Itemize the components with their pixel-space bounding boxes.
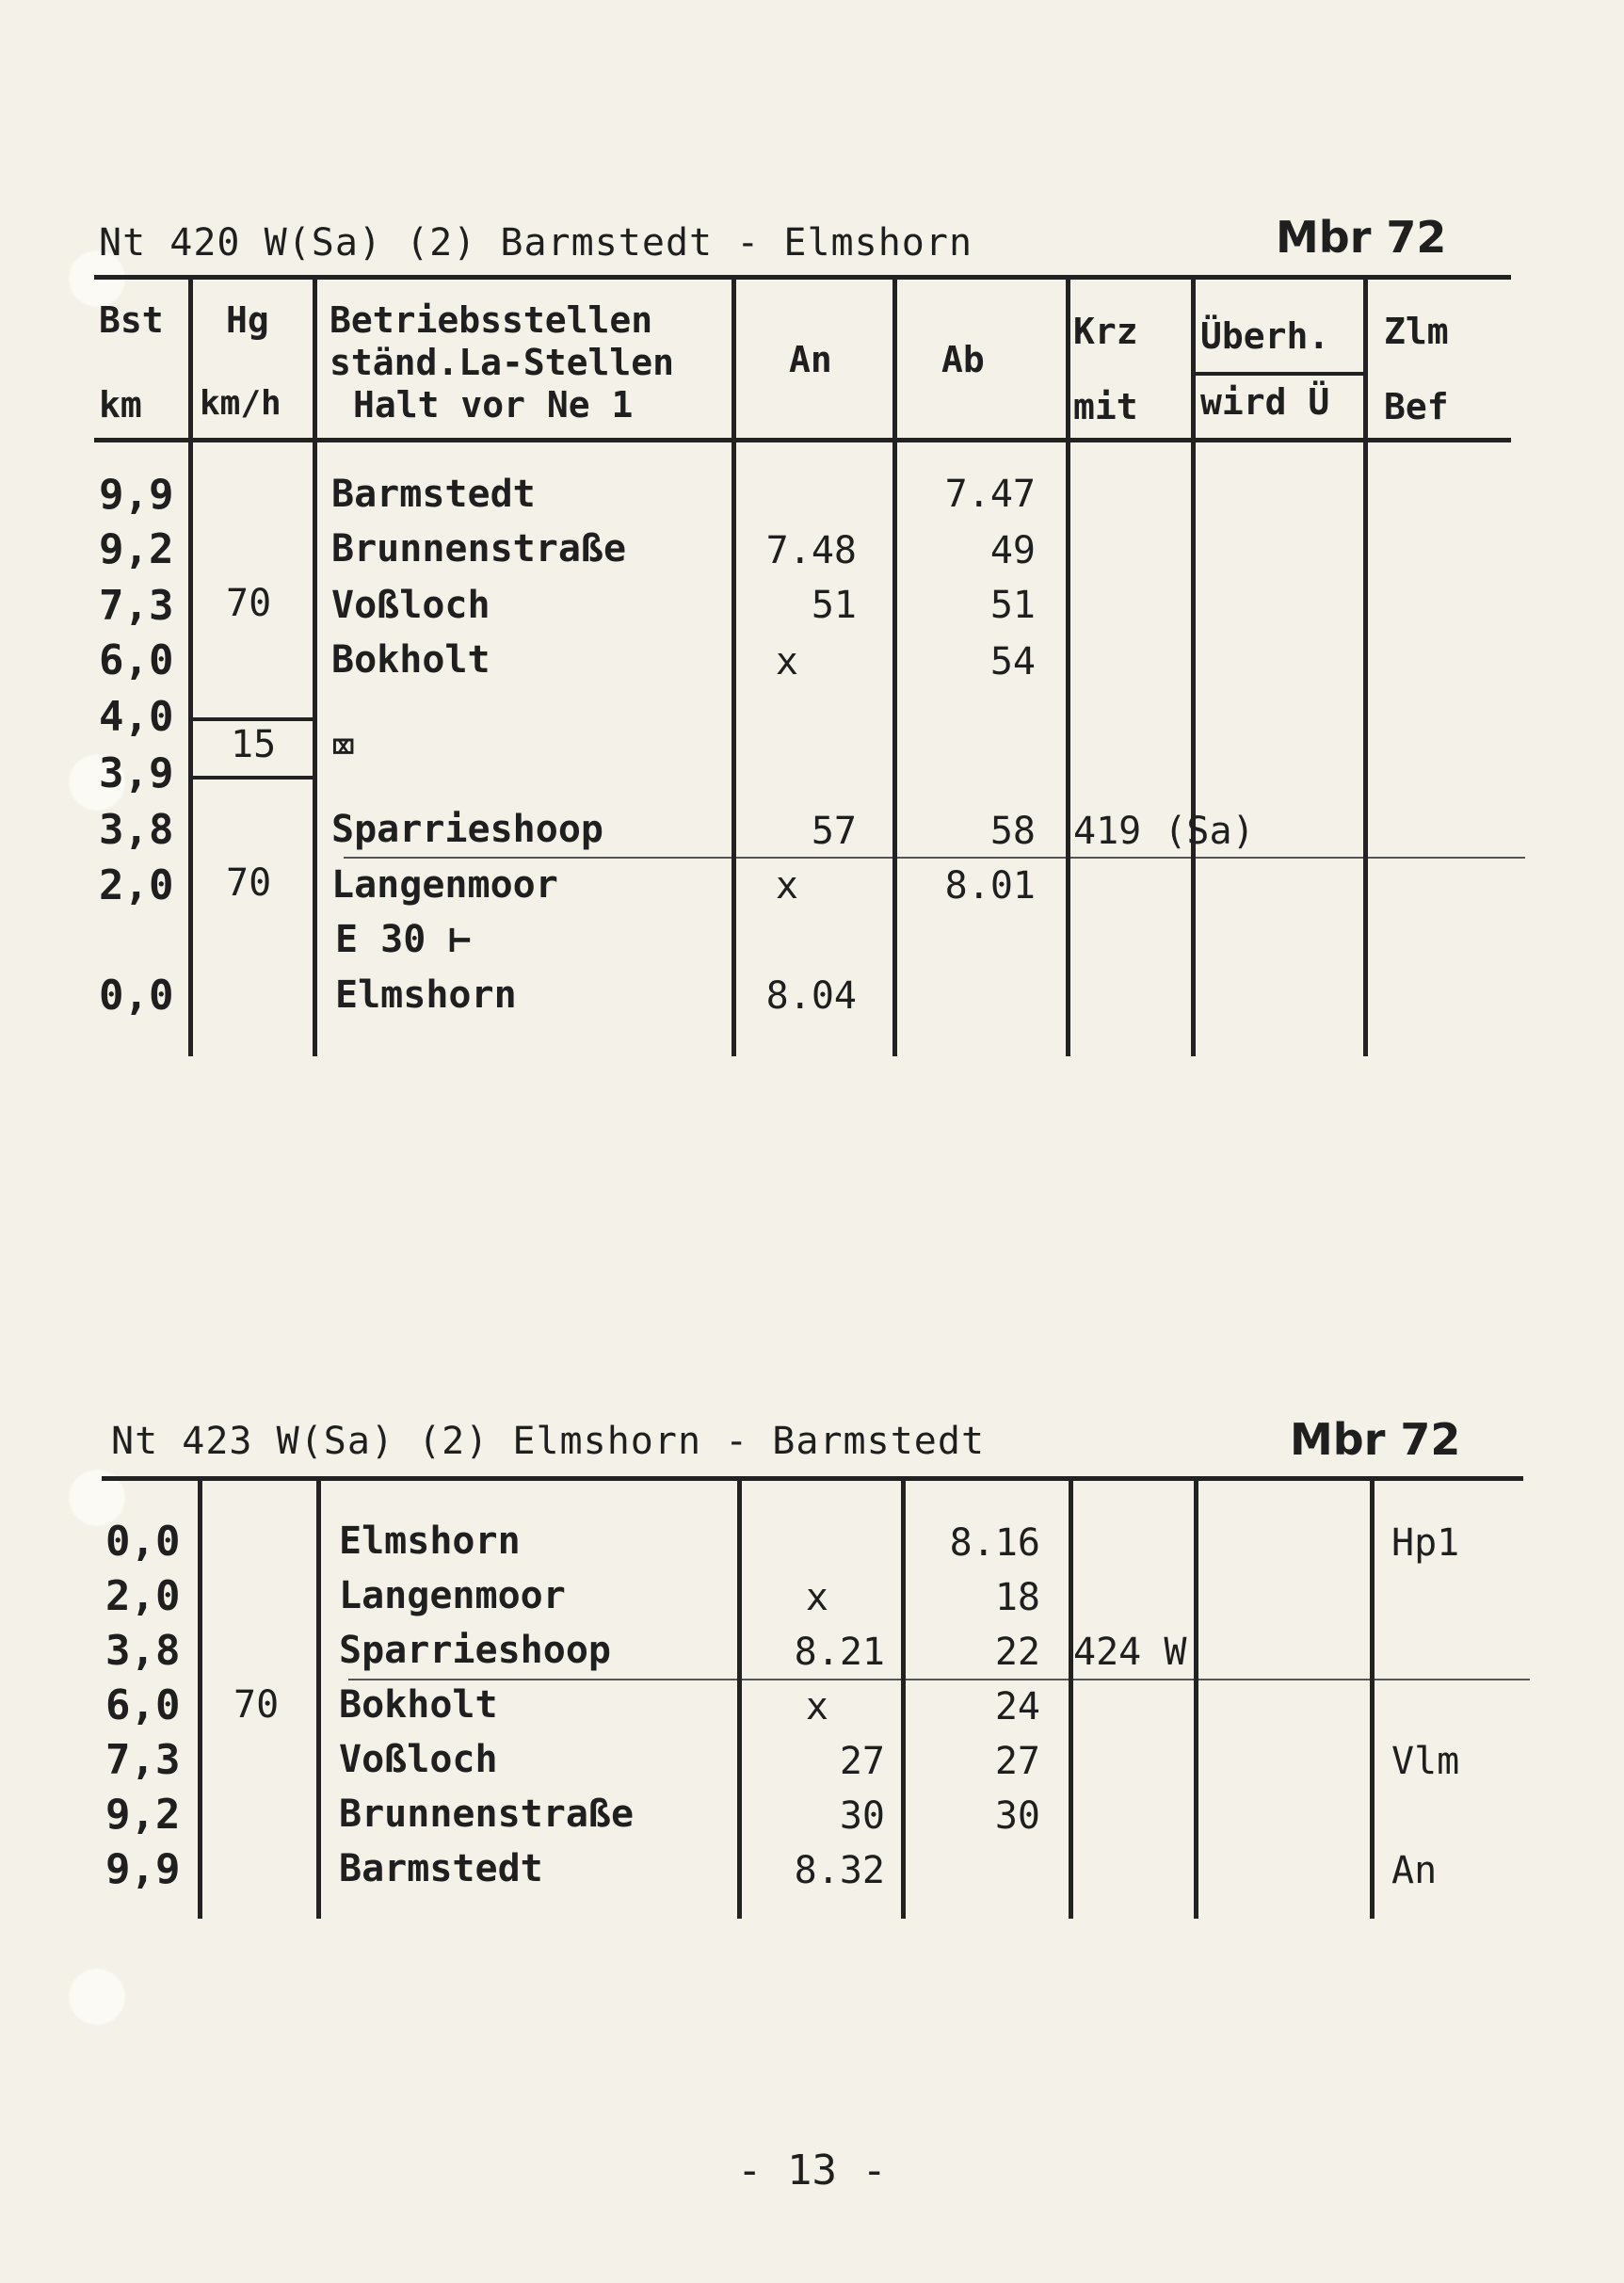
col-rule [1370, 1481, 1375, 1919]
header-bottom-rule [94, 438, 1511, 442]
header-an: An [789, 339, 832, 380]
station-name: Bokholt [331, 638, 490, 682]
mbr-label: Mbr 72 [1290, 1414, 1461, 1465]
level-crossing-symbol: ⌧ [331, 723, 356, 769]
zlm-cell: An [1391, 1849, 1438, 1892]
arrival-cell: 30 [839, 1794, 885, 1838]
col-rule [892, 280, 897, 1056]
speed-cell: 15 [231, 723, 277, 766]
departure-cell: 18 [994, 1576, 1040, 1619]
arrival-cell: 8.04 [765, 974, 857, 1018]
header-la-stellen: ständ.La-Stellen [330, 342, 675, 383]
page-number: - 13 - [737, 2146, 887, 2195]
col-rule [188, 280, 193, 1056]
header-bst-unit: km [99, 384, 142, 426]
station-name: Langenmoor [331, 863, 558, 907]
table-title: Nt 420 W(Sa) (2) Barmstedt - Elmshorn [99, 221, 973, 265]
km-cell: 7,3 [105, 1736, 181, 1784]
km-cell: 0,0 [99, 972, 174, 1020]
col-rule [198, 1481, 202, 1919]
km-cell: 9,2 [99, 525, 174, 573]
arrival-cell: 57 [811, 810, 857, 853]
station-name: Voßloch [331, 584, 490, 627]
departure-cell: 27 [994, 1740, 1040, 1783]
header-uberh: Überh. [1200, 315, 1330, 357]
departure-cell: 54 [989, 640, 1036, 683]
km-cell: 3,8 [99, 806, 174, 854]
header-wird-u: wird Ü [1200, 381, 1330, 423]
arrival-cell: 51 [811, 584, 857, 627]
km-cell: 6,0 [99, 636, 174, 684]
departure-cell: 8.16 [949, 1521, 1040, 1565]
zlm-cell: Vlm [1391, 1740, 1460, 1783]
station-name: Brunnenstraße [339, 1793, 635, 1836]
station-name: Barmstedt [339, 1847, 543, 1890]
arrival-cell: x [775, 640, 798, 683]
speed-cell: 70 [233, 1683, 280, 1727]
departure-cell: 8.01 [944, 864, 1036, 908]
header-hg: Hg [226, 299, 269, 341]
table-top-rule [94, 275, 1511, 280]
header-bef: Bef [1384, 386, 1449, 427]
station-name: Brunnenstraße [331, 527, 627, 571]
speed-box-bottom [191, 776, 315, 780]
header-zlm: Zlm [1384, 311, 1449, 352]
crossing-cell: 419 (Sa) [1073, 810, 1255, 853]
departure-cell: 51 [989, 584, 1036, 627]
departure-cell: 58 [989, 810, 1036, 853]
col-rule [316, 1481, 321, 1919]
station-name: Elmshorn [339, 1519, 521, 1563]
header-betriebsstellen: Betriebsstellen [330, 299, 653, 341]
header-ab: Ab [941, 339, 985, 380]
uberh-divider [1194, 372, 1363, 376]
header-halt: Halt vor Ne 1 [353, 384, 634, 426]
header-krz-mit: mit [1073, 386, 1138, 427]
arrival-cell: x [805, 1685, 828, 1728]
col-rule [1191, 280, 1196, 1056]
speed-box-top [191, 717, 315, 721]
departure-cell: 30 [994, 1794, 1040, 1838]
arrival-cell: 7.48 [765, 529, 857, 572]
crossing-cell: 424 W [1073, 1631, 1187, 1674]
departure-cell: 24 [994, 1685, 1040, 1728]
km-cell: 6,0 [105, 1681, 181, 1729]
station-name: Sparrieshoop [331, 808, 603, 851]
km-cell: 3,8 [105, 1627, 181, 1675]
header-hg-unit: km/h [200, 384, 281, 423]
station-name: Voßloch [339, 1738, 498, 1781]
speed-cell: 70 [226, 861, 272, 905]
station-name: Elmshorn [335, 973, 517, 1017]
km-cell: 9,2 [105, 1791, 181, 1839]
col-rule [1363, 280, 1368, 1056]
km-cell: 3,9 [99, 749, 174, 797]
km-cell: 0,0 [105, 1518, 181, 1566]
arrival-cell: x [775, 864, 798, 908]
arrival-cell: 27 [839, 1740, 885, 1783]
punch-hole [68, 1968, 126, 2026]
station-name: Barmstedt [331, 473, 536, 516]
mbr-label: Mbr 72 [1276, 212, 1447, 263]
table-title: Nt 423 W(Sa) (2) Elmshorn - Barmstedt [111, 1420, 986, 1463]
signal-note: E 30 ⊢ [335, 918, 472, 961]
col-rule [1194, 1481, 1198, 1919]
departure-cell: 49 [989, 529, 1036, 572]
arrival-cell: 8.32 [794, 1849, 885, 1892]
km-cell: 7,3 [99, 582, 174, 630]
speed-cell: 70 [226, 582, 272, 625]
table-top-rule [102, 1476, 1523, 1481]
zlm-cell: Hp1 [1391, 1521, 1460, 1565]
km-cell: 9,9 [99, 471, 174, 519]
col-rule [1066, 280, 1070, 1056]
header-bst: Bst [99, 299, 164, 341]
km-cell: 2,0 [99, 861, 174, 909]
km-cell: 9,9 [105, 1845, 181, 1893]
row-divider [344, 857, 1525, 859]
km-cell: 4,0 [99, 693, 174, 741]
station-name: Bokholt [339, 1683, 498, 1727]
arrival-cell: x [805, 1576, 828, 1619]
row-divider [348, 1679, 1530, 1680]
header-krz: Krz [1073, 311, 1138, 352]
col-rule [737, 1481, 742, 1919]
departure-cell: 7.47 [944, 473, 1036, 516]
station-name: Sparrieshoop [339, 1629, 611, 1672]
station-name: Langenmoor [339, 1574, 566, 1617]
col-rule [1069, 1481, 1073, 1919]
col-rule [313, 280, 317, 1056]
col-rule [901, 1481, 906, 1919]
km-cell: 2,0 [105, 1572, 181, 1620]
departure-cell: 22 [994, 1631, 1040, 1674]
arrival-cell: 8.21 [794, 1631, 885, 1674]
